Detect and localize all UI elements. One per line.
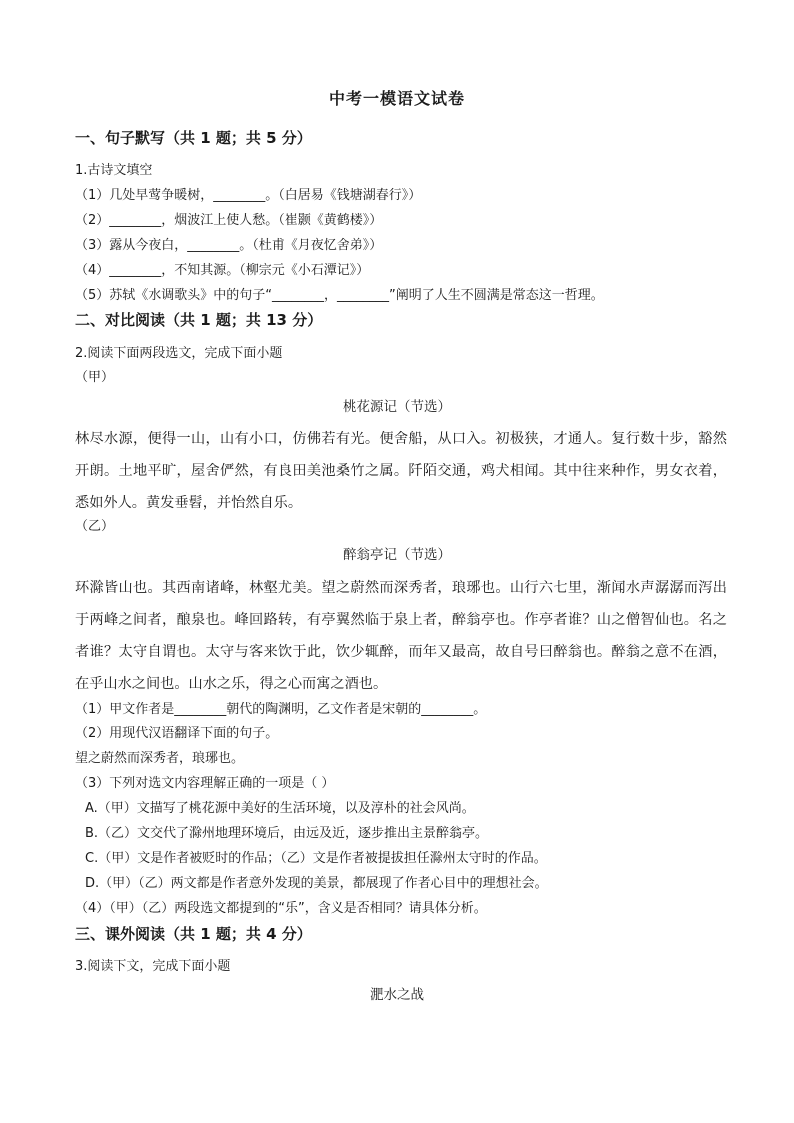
question-1-item-4: （4）________，不知其源。（柳宗元《小石潭记》） bbox=[75, 263, 370, 278]
question-1-item-2: （2）________，烟波江上使人愁。（崔颢《黄鹤楼》） bbox=[75, 213, 383, 228]
section-2-heading: 二、对比阅读（共 1 题；共 13 分） bbox=[75, 311, 323, 329]
passage-a-label: （甲） bbox=[75, 370, 115, 385]
passage-a-title: 桃花源记（节选） bbox=[343, 399, 451, 415]
passage-b-title: 醉翁亭记（节选） bbox=[343, 547, 451, 563]
question-1-item-5: （5）苏轼《水调歌头》中的句子“________，________”阐明了人生不圆满是常态这一哲理。 bbox=[75, 288, 604, 303]
passage-c-title: 淝水之战 bbox=[370, 987, 424, 1003]
exam-title: 中考一模语文试卷 bbox=[328, 89, 465, 108]
passage-b-text: 环滁皆山也。其西南诸峰，林壑尤美。望之蔚然而深秀者，琅琊也。山行六七里，渐闻水声潺潺而泻出于两峰之间者，酿泉也。峰回路转，有亭翼然临于泉上者，醉翁亭也。作亭者谁？山之僧智仙也。名之者谁？太守自谓也。太守与客来饮于此，饮少辄醉，而年又最高，故自号曰醉翁也。醉翁之意不在酒，在乎山水之间也。山水之乐，得之心而寓之酒也。 bbox=[75, 580, 727, 692]
question-2-sub-3: （3）下列对选文内容理解正确的一项是（ ） bbox=[75, 776, 335, 791]
question-3-prompt: 3.阅读下文，完成下面小题 bbox=[75, 959, 231, 974]
question-2-prompt: 2.阅读下面两段选文，完成下面小题 bbox=[75, 346, 283, 361]
passage-a-text: 林尽水源，便得一山，山有小口，仿佛若有光。便舍船，从口入。初极狭，才通人。复行数十步，豁然开朗。土地平旷，屋舍俨然，有良田美池桑竹之属。阡陌交通，鸡犬相闻。其中往来种作，男女衣着，悉如外人。黄发垂髫，并怡然自乐。 bbox=[75, 431, 727, 511]
question-2-sub-4: （4）（甲）（乙）两段选文都提到的“乐”，含义是否相同？请具体分析。 bbox=[75, 901, 487, 916]
option-b: B.（乙）文交代了滁州地理环境后，由远及近，逐步推出主景醉翁亭。 bbox=[85, 826, 489, 841]
question-2-sub-2: （2）用现代汉语翻译下面的句子。 bbox=[75, 726, 279, 741]
section-3-heading: 三、课外阅读（共 1 题；共 4 分） bbox=[75, 925, 312, 943]
section-1-heading: 一、句子默写（共 1 题；共 5 分） bbox=[75, 129, 312, 147]
option-d: D.（甲）（乙）两文都是作者意外发现的美景，都展现了作者心目中的理想社会。 bbox=[85, 876, 548, 891]
question-2-sub-1: （1）甲文作者是________朝代的陶渊明，乙文作者是宋朝的________。 bbox=[75, 702, 487, 717]
question-1-prompt: 1.古诗文填空 bbox=[75, 163, 153, 178]
question-2-sub-2-sentence: 望之蔚然而深秀者，琅琊也。 bbox=[75, 751, 245, 766]
question-1-item-1: （1）几处早莺争暖树，________。（白居易《钱塘湖春行》） bbox=[75, 188, 422, 203]
question-1-item-3: （3）露从今夜白，________。（杜甫《月夜忆舍弟》） bbox=[75, 238, 383, 253]
option-c: C.（甲）文是作者被贬时的作品；（乙）文是作者被提拔担任滁州太守时的作品。 bbox=[85, 851, 547, 866]
option-a: A.（甲）文描写了桃花源中美好的生活环境，以及淳朴的社会风尚。 bbox=[85, 801, 475, 816]
passage-b-label: （乙） bbox=[75, 519, 115, 534]
